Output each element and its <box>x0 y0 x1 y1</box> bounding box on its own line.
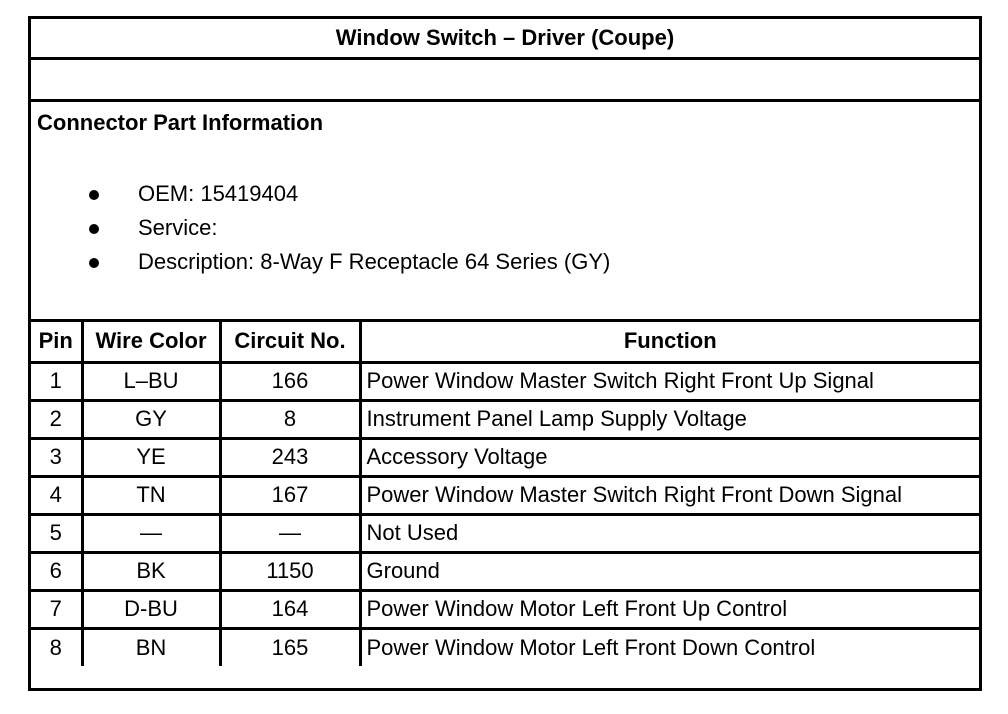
cell-circuit: 167 <box>220 476 360 514</box>
bullet-icon <box>89 190 99 200</box>
pinout-table <box>31 322 979 666</box>
cell-wire-color: YE <box>82 438 220 476</box>
cell-circuit: 166 <box>220 362 360 400</box>
cell-pin: 7 <box>31 590 82 628</box>
header-function: Function <box>360 322 979 362</box>
cell-function: Instrument Panel Lamp Supply Voltage <box>360 400 979 438</box>
blank-row <box>31 60 979 102</box>
table-row <box>31 362 979 400</box>
table-header-row <box>31 322 979 362</box>
cell-wire-color: TN <box>82 476 220 514</box>
cell-function: Power Window Motor Left Front Up Control <box>360 590 979 628</box>
cell-wire-color: BK <box>82 552 220 590</box>
cell-pin: 1 <box>31 362 82 400</box>
connector-info-heading: Connector Part Information <box>37 110 324 135</box>
header-circuit-no: Circuit No. <box>220 322 360 362</box>
table-row <box>31 400 979 438</box>
cell-circuit: 8 <box>220 400 360 438</box>
connector-sheet <box>28 16 982 691</box>
cell-function: Power Window Master Switch Right Front Up Signal <box>360 362 979 400</box>
cell-wire-color: GY <box>82 400 220 438</box>
table-row <box>31 514 979 552</box>
connector-info-list <box>86 182 610 284</box>
table-row <box>31 552 979 590</box>
info-item-service <box>86 216 610 250</box>
document-title: Window Switch – Driver (Coupe) <box>31 19 979 60</box>
bullet-icon <box>89 258 99 268</box>
cell-circuit: 1150 <box>220 552 360 590</box>
cell-pin: 5 <box>31 514 82 552</box>
cell-circuit: 243 <box>220 438 360 476</box>
cell-circuit: 165 <box>220 628 360 666</box>
table-row <box>31 628 979 666</box>
bullet-icon <box>89 224 99 234</box>
cell-circuit: — <box>220 514 360 552</box>
info-item-description <box>86 250 610 284</box>
cell-wire-color: L–BU <box>82 362 220 400</box>
cell-wire-color: D-BU <box>82 590 220 628</box>
info-item-label: Description: 8-Way F Receptacle 64 Series (GY) <box>138 249 611 274</box>
info-item-label: Service: <box>138 215 218 240</box>
cell-wire-color: BN <box>82 628 220 666</box>
cell-function: Not Used <box>360 514 979 552</box>
cell-function: Power Window Motor Left Front Down Control <box>366 634 816 660</box>
cell-pin: 4 <box>31 476 82 514</box>
table-row <box>31 476 979 514</box>
cell-circuit: 164 <box>220 590 360 628</box>
header-pin: Pin <box>31 322 82 362</box>
info-item-oem <box>86 182 610 216</box>
cell-function: Power Window Master Switch Right Front Down Signal <box>360 476 979 514</box>
header-wire-color: Wire Color <box>82 322 220 362</box>
cell-pin: 3 <box>31 438 82 476</box>
table-row <box>31 438 979 476</box>
cell-wire-color: — <box>82 514 220 552</box>
cell-function: Accessory Voltage <box>360 438 979 476</box>
connector-info-section <box>31 102 979 322</box>
table-row <box>31 590 979 628</box>
cell-pin: 8 <box>31 628 82 666</box>
cell-pin: 2 <box>31 400 82 438</box>
cell-function: Ground <box>360 552 979 590</box>
cell-pin: 6 <box>31 552 82 590</box>
info-item-label: OEM: 15419404 <box>138 181 299 206</box>
